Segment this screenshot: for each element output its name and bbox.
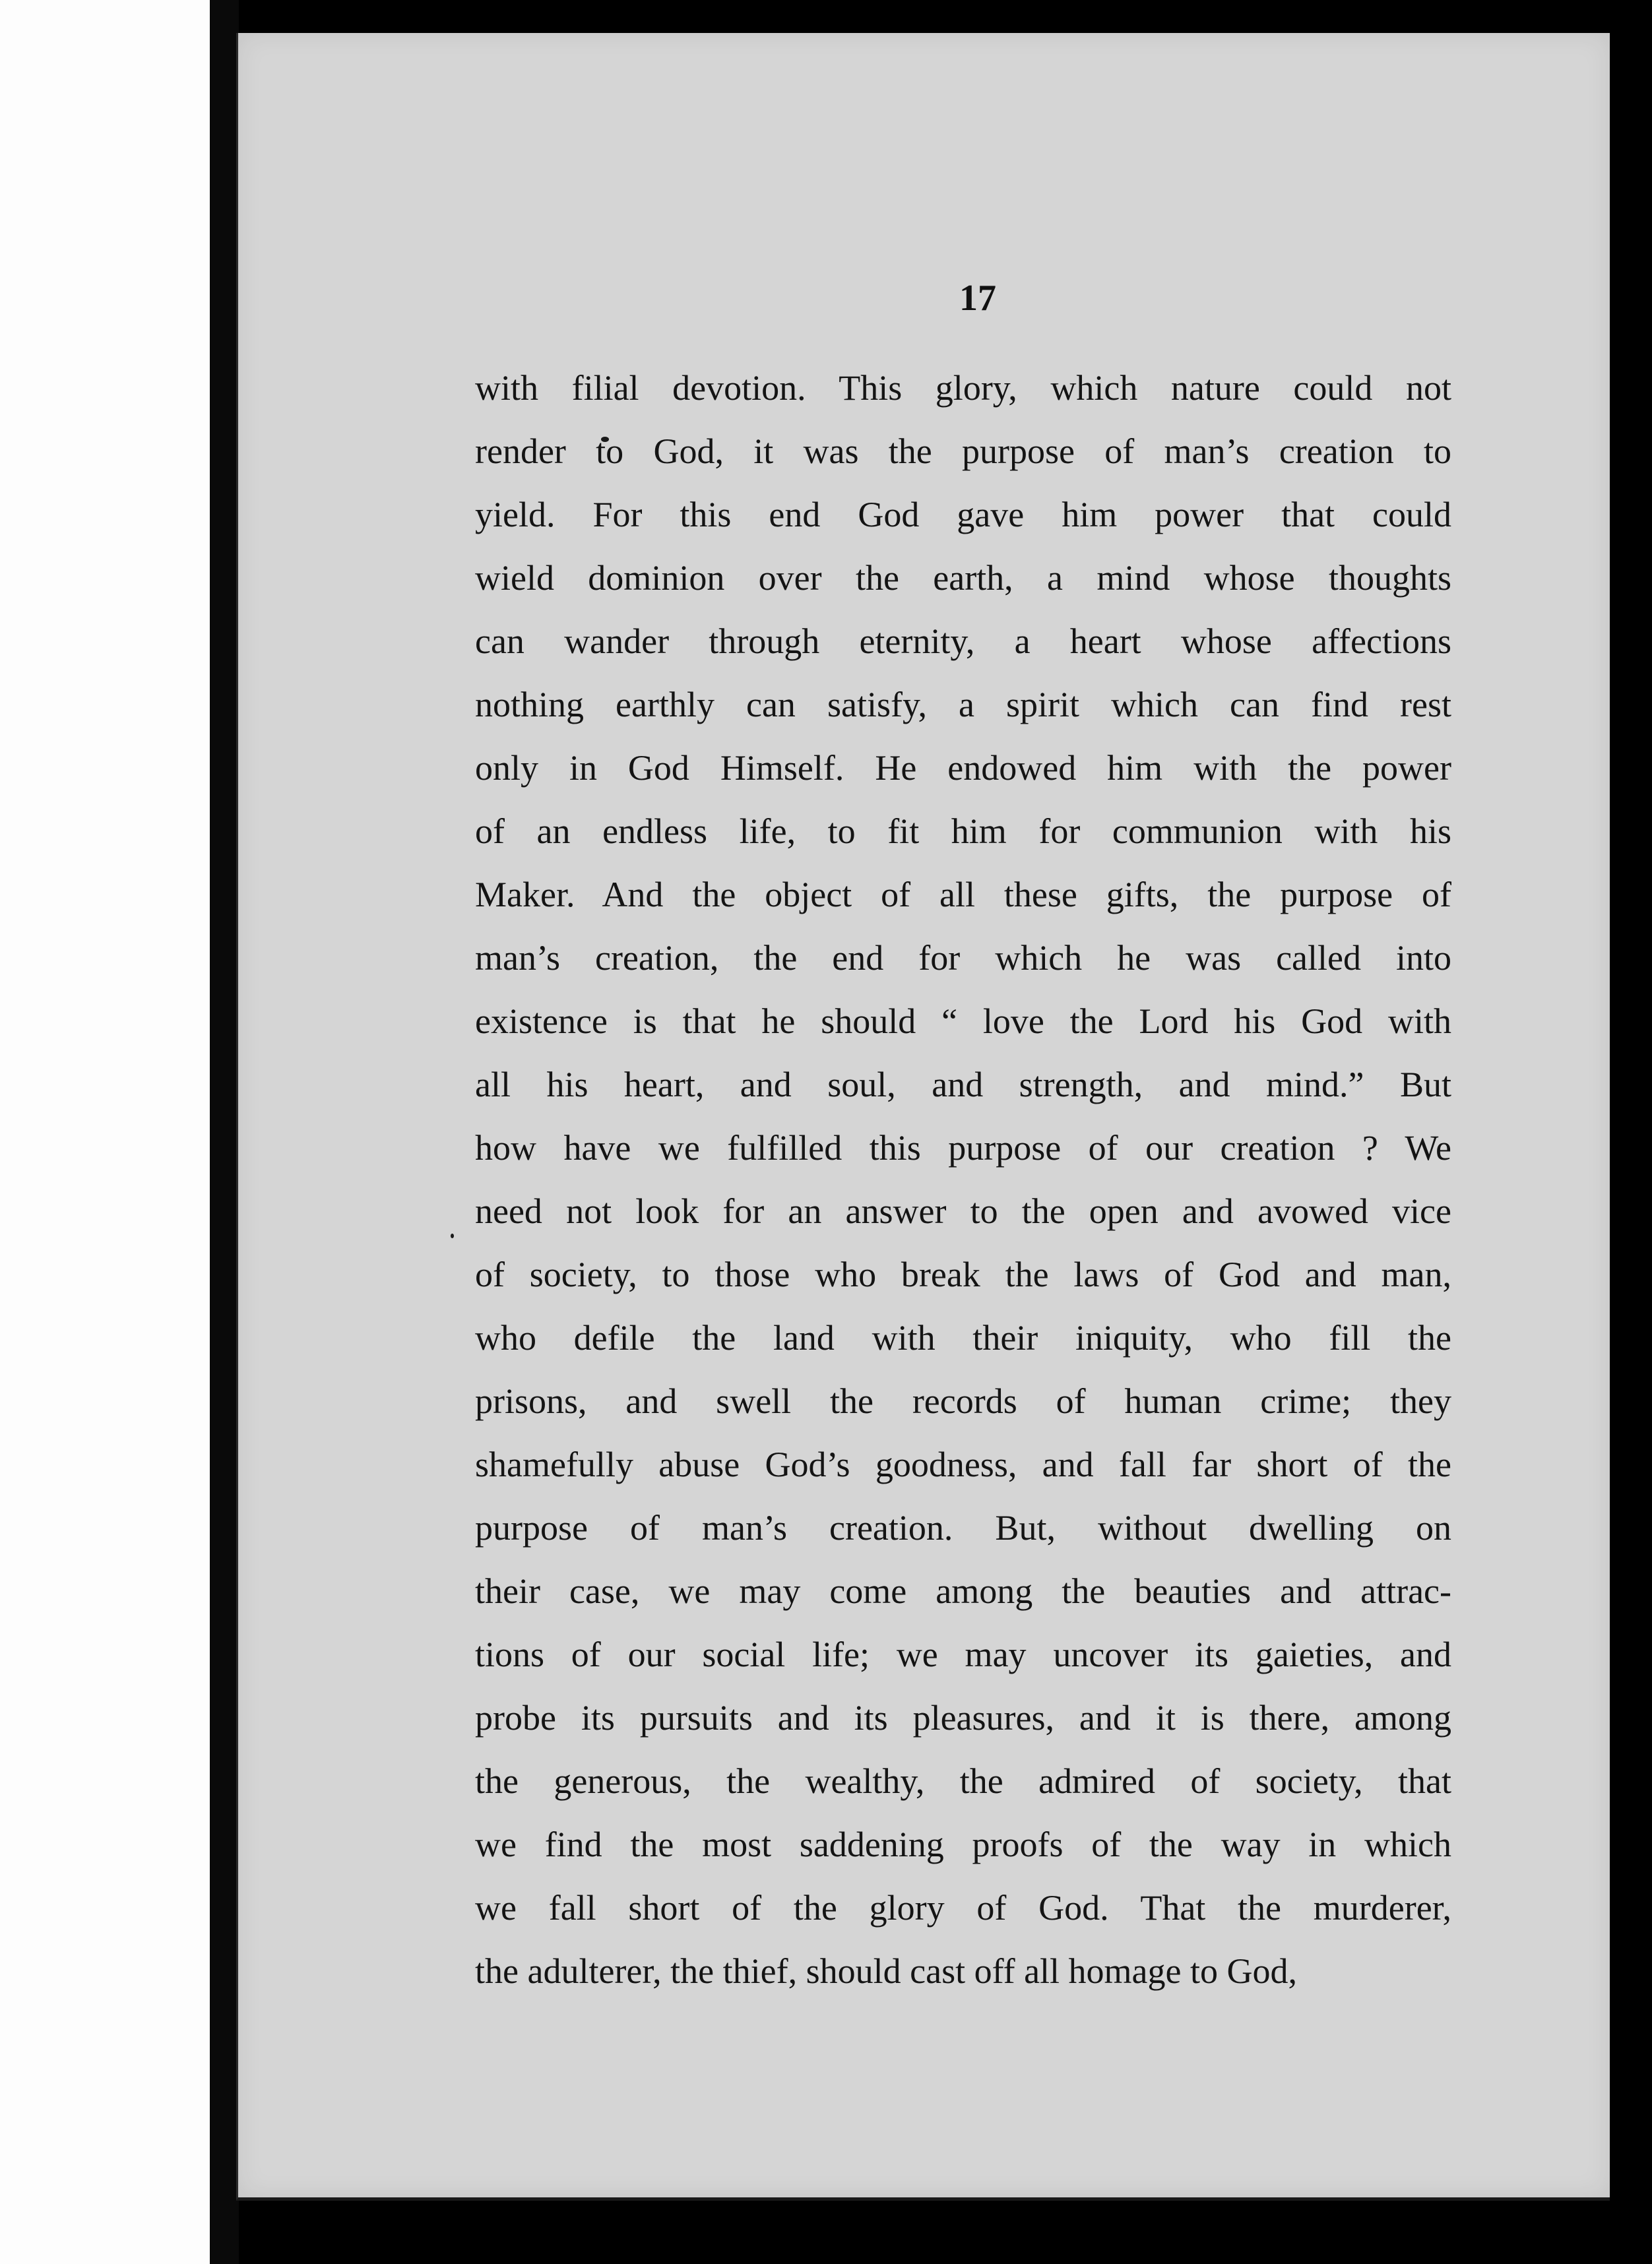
body-text: [475, 356, 1451, 2003]
text-line: man’s creation, the end for which he was called into: [475, 938, 1451, 978]
text-line: we fall short of the glory of God. That the murderer,: [475, 1888, 1451, 1928]
text-line: only in God Himself. He endowed him with the power: [475, 748, 1451, 788]
text-line: shamefully abuse God’s goodness, and fall far short of the: [475, 1445, 1451, 1484]
text-line: tions of our social life; we may uncover its gaieties, and: [475, 1635, 1451, 1674]
page-number: 17: [959, 278, 996, 319]
facing-page-edge: [0, 0, 210, 2264]
text-line: the generous, the wealthy, the admired of society, that: [475, 1761, 1451, 1801]
text-line: render to God, it was the purpose of man’s creation to: [475, 431, 1451, 471]
text-line: wield dominion over the earth, a mind whose thoughts: [475, 558, 1451, 598]
text-line: yield. For this end God gave him power that could: [475, 495, 1451, 534]
text-line: probe its pursuits and its pleasures, and it is there, among: [475, 1698, 1451, 1738]
text-line: of an endless life, to fit him for communion with his: [475, 811, 1451, 851]
text-line: existence is that he should “ love the Lord his God with: [475, 1001, 1451, 1041]
text-line: the adulterer, the thief, should cast off all homage to God,: [475, 1951, 1297, 1991]
text-line: their case, we may come among the beauties and attrac-: [475, 1571, 1451, 1611]
text-line: Maker. And the object of all these gifts, the purpose of: [475, 875, 1451, 914]
ink-speck: [451, 1234, 454, 1238]
text-line: who defile the land with their iniquity, who fill the: [475, 1318, 1451, 1358]
text-line: with filial devotion. This glory, which nature could not: [475, 368, 1451, 408]
text-line: prisons, and swell the records of human crime; they: [475, 1381, 1451, 1421]
text-line: need not look for an answer to the open and avowed vice: [475, 1191, 1451, 1231]
text-line: we find the most saddening proofs of the way in which: [475, 1825, 1451, 1864]
text-line: can wander through eternity, a heart whose affections: [475, 621, 1451, 661]
text-line: all his heart, and soul, and strength, and mind.” But: [475, 1065, 1451, 1104]
text-line: nothing earthly can satisfy, a spirit which can find rest: [475, 685, 1451, 724]
text-line: of society, to those who break the laws of God and man,: [475, 1255, 1451, 1294]
text-line: purpose of man’s creation. But, without dwelling on: [475, 1508, 1451, 1548]
book-gutter: [210, 0, 239, 2264]
text-line: how have we fulfilled this purpose of our creation ? We: [475, 1128, 1451, 1168]
